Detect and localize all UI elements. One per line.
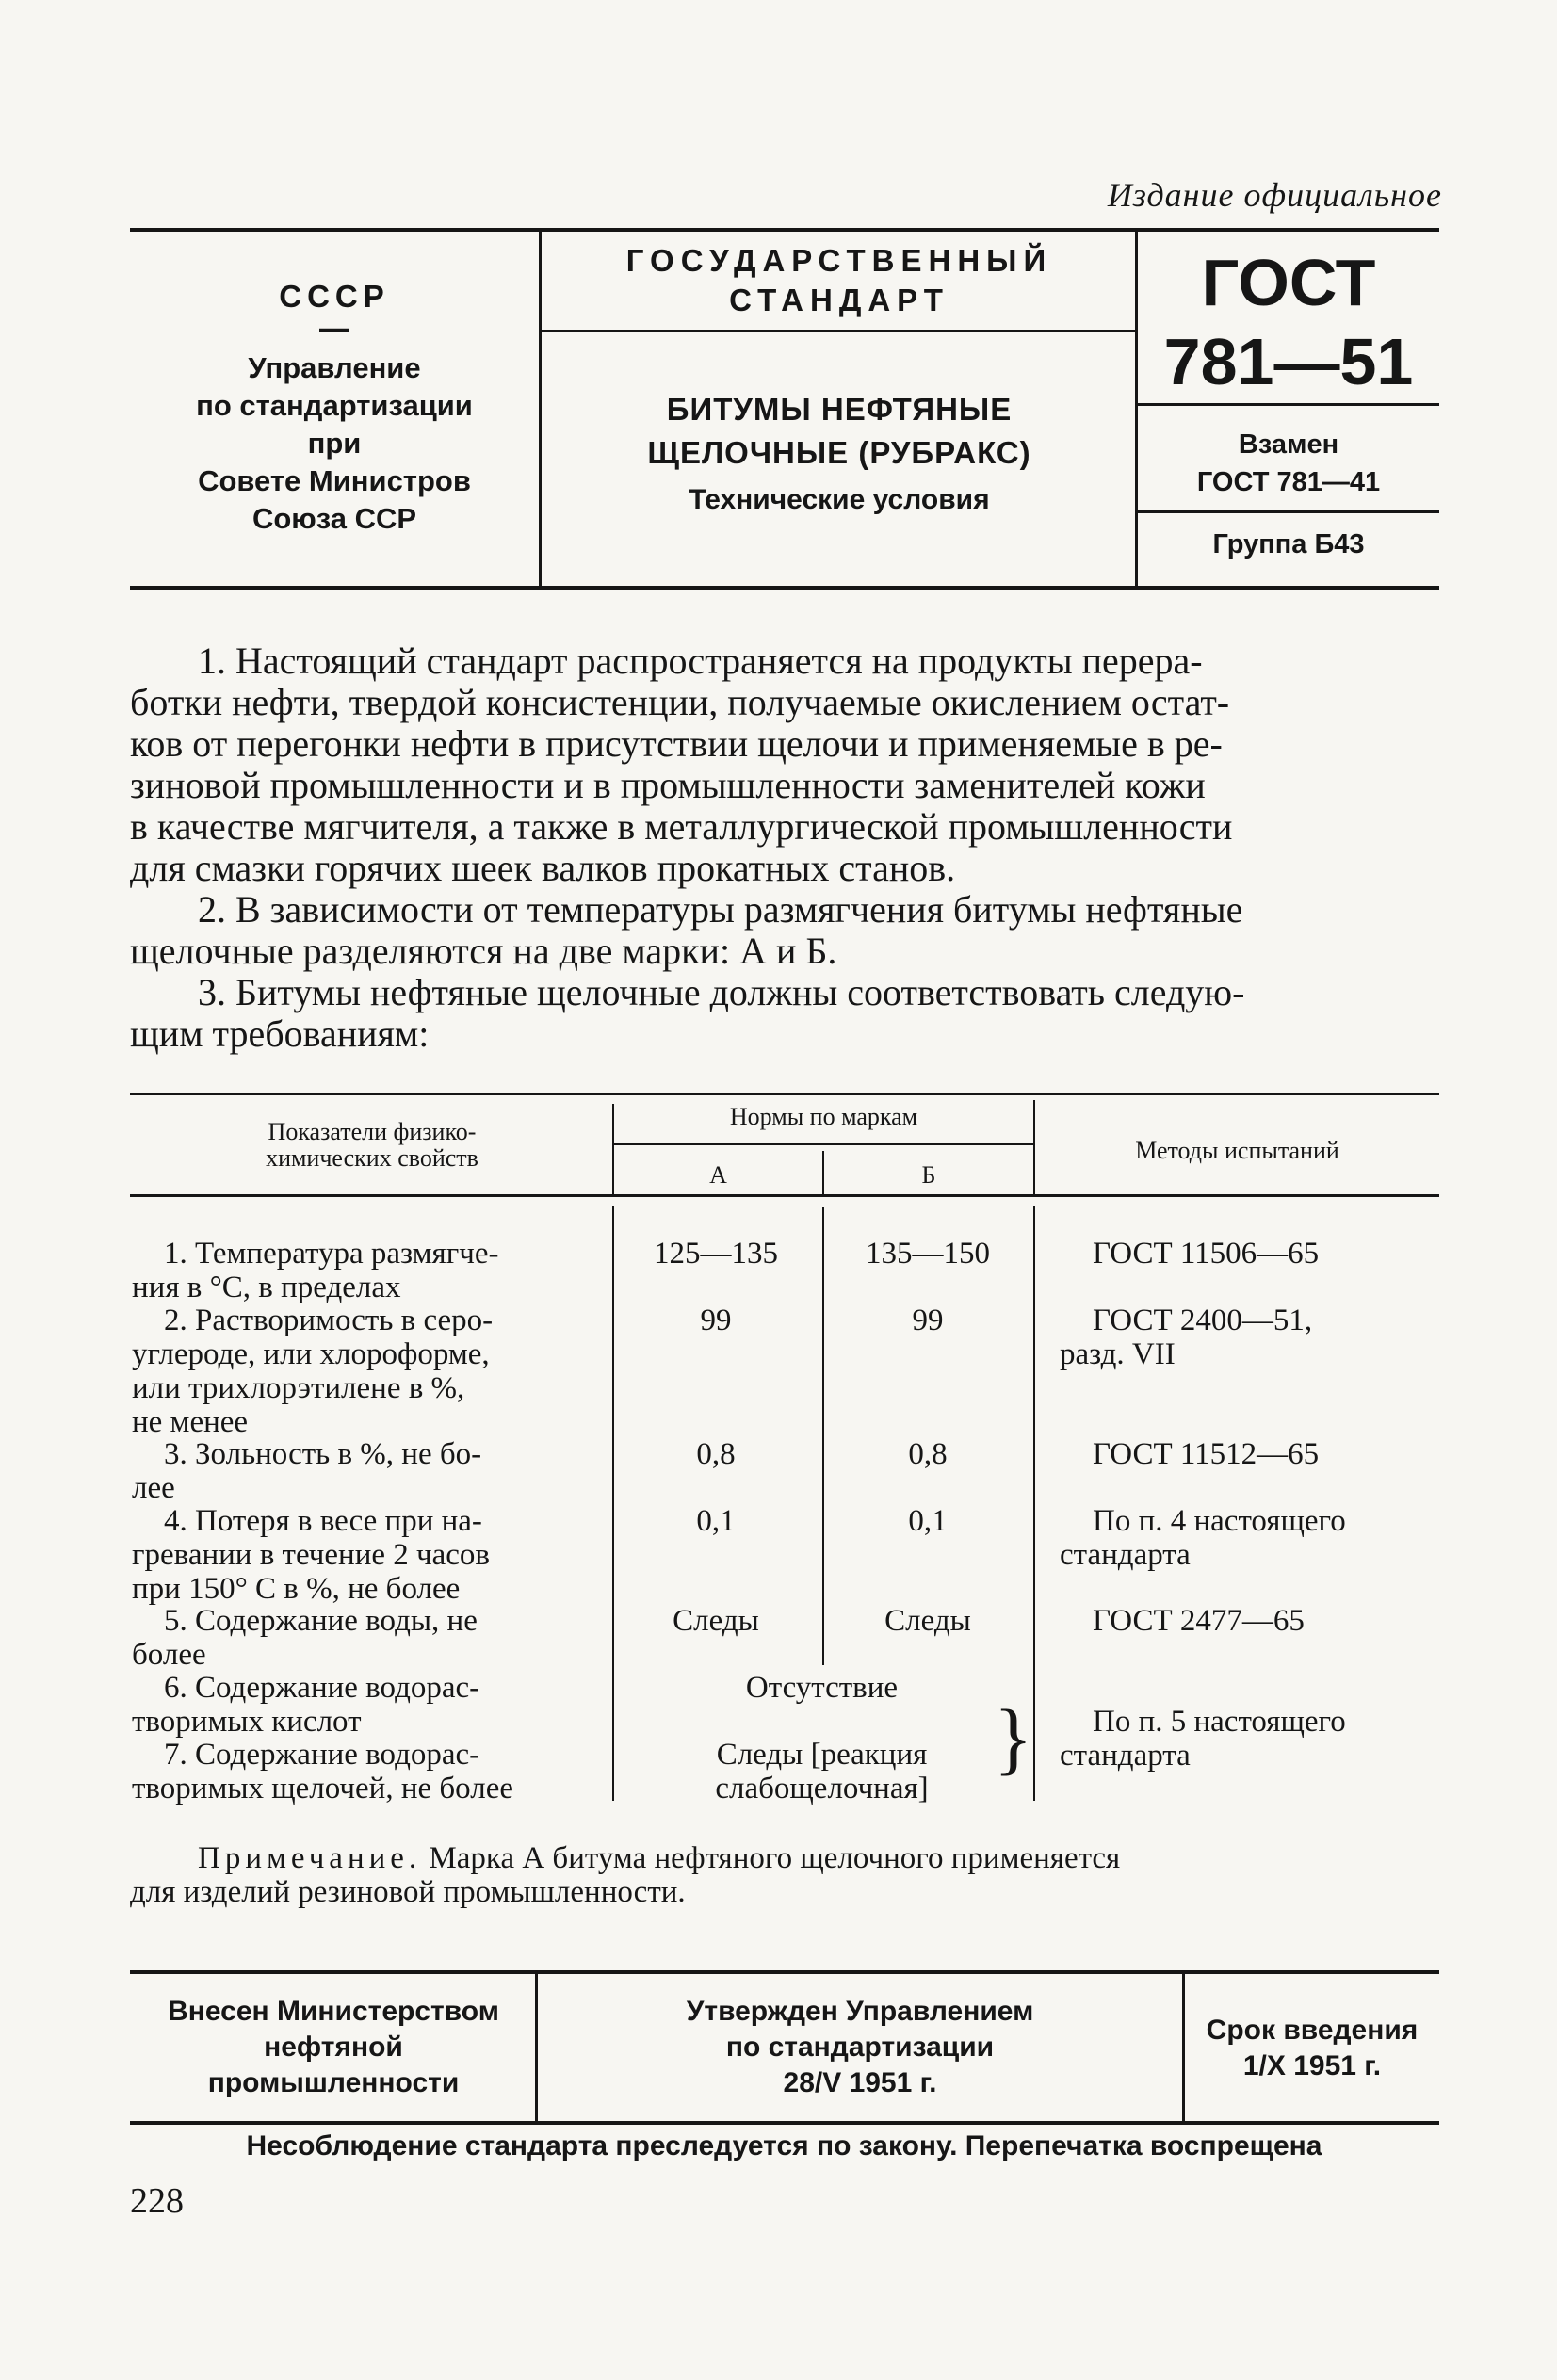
table-header-rule xyxy=(130,1194,1439,1197)
table-row-4-property xyxy=(132,1504,586,1606)
table-row-7-grades-merged xyxy=(650,1738,994,1805)
title-line: ЩЕЛОЧНЫЕ (РУБРАКС) xyxy=(647,435,1031,470)
table-row-4-grade-a: 0,1 xyxy=(696,1504,736,1538)
header-grade-b: Б xyxy=(921,1161,936,1189)
table-row-3-grade-a: 0,8 xyxy=(696,1437,736,1471)
table-top-rule xyxy=(130,1093,1439,1095)
footer-bottom-rule xyxy=(130,2121,1439,2125)
cell-line: 5. Содержание воды, не xyxy=(164,1604,478,1638)
table-row-2-property xyxy=(132,1303,586,1439)
note-line: для изделий резиновой промышленности. xyxy=(130,1875,686,1909)
title-line: БИТУМЫ НЕФТЯНЫЕ xyxy=(666,392,1013,427)
text-line: ботки нефти, твердой консистенции, получаемые окислением остат- xyxy=(130,681,1230,723)
table-rows-6-7-method xyxy=(1060,1705,1455,1773)
cell-line: не менее xyxy=(132,1405,249,1439)
cell-line: ГОСТ 11506—65 xyxy=(1093,1237,1320,1271)
table-row-7-property xyxy=(132,1738,586,1805)
org-line: Союза ССР xyxy=(251,502,417,535)
table-row-1-grade-a: 125—135 xyxy=(654,1237,778,1271)
org-line: Управление xyxy=(248,351,421,384)
table-divider-1-body xyxy=(612,1206,614,1801)
footer-line: Внесен Министерством xyxy=(168,1996,499,2027)
footer-top-rule xyxy=(130,1970,1439,1974)
grouping-brace-icon: } xyxy=(994,1692,1033,1783)
footer-line: 28/V 1951 г. xyxy=(783,2067,937,2098)
table-row-3-grade-b: 0,8 xyxy=(908,1437,948,1471)
table-row-5-method xyxy=(1060,1604,1455,1638)
header-properties xyxy=(132,1119,612,1172)
cell-line: По п. 5 настоящего xyxy=(1093,1705,1346,1739)
gost-number: 781—51 xyxy=(1163,325,1414,398)
table-divider-3-body xyxy=(1033,1206,1035,1801)
text-line: щелочные разделяются на две марки: А и Б. xyxy=(130,930,837,972)
org-line: Совете Министров xyxy=(198,464,471,497)
table-row-6-grades-merged: Отсутствие xyxy=(745,1671,899,1705)
text-line: зиновой промышленности и в промышленности заменителей кожи xyxy=(130,764,1206,806)
header-mid-rule xyxy=(542,330,1135,332)
gost-designation xyxy=(1143,243,1435,401)
page-number: 228 xyxy=(130,2181,184,2221)
table-row-1-method xyxy=(1060,1237,1455,1271)
cell-line: 2. Растворимость в серо- xyxy=(164,1303,494,1337)
paragraph-1 xyxy=(130,640,1439,889)
text-line: для смазки горячих шеек валков прокатных станов. xyxy=(130,847,956,889)
header-norms: Нормы по маркам xyxy=(729,1103,918,1130)
footer-line: Срок введения xyxy=(1206,2015,1419,2046)
issuing-authority xyxy=(132,279,537,538)
cell-line: 7. Содержание водорас- xyxy=(164,1738,480,1772)
text-line: 3. Битумы нефтяные щелочные должны соответствовать следую- xyxy=(198,971,1245,1013)
paragraph-3 xyxy=(130,972,1439,1055)
cell-line: творимых щелочей, не более xyxy=(132,1772,513,1805)
header-divider-right xyxy=(1135,232,1138,586)
table-row-4-method xyxy=(1060,1504,1455,1572)
legal-notice: Несоблюдение стандарта преследуется по закону. Перепечатка воспрещена xyxy=(246,2130,1322,2161)
table-row-6-property xyxy=(132,1671,586,1739)
text-line: в качестве мягчителя, а также в металлургической промышленности xyxy=(130,805,1233,848)
table-row-4-grade-b: 0,1 xyxy=(908,1504,948,1538)
edition-label: Издание официальное xyxy=(1107,176,1442,214)
text-line: щим требованиям: xyxy=(130,1012,430,1055)
norms-subrule xyxy=(614,1143,1033,1145)
standard-title xyxy=(546,388,1132,516)
country-label: СССР xyxy=(279,279,390,314)
cell-line: более xyxy=(132,1638,206,1672)
header-line: химических свойств xyxy=(266,1144,478,1172)
cell-line: гревании в течение 2 часов xyxy=(132,1538,490,1572)
header-methods: Методы испытаний xyxy=(1135,1137,1339,1164)
table-row-2-grade-a: 99 xyxy=(700,1303,732,1337)
cell-line: лее xyxy=(132,1471,175,1505)
table-row-5-grade-a: Следы xyxy=(673,1604,759,1638)
cell-line: 6. Содержание водорас- xyxy=(164,1671,480,1705)
effective-date xyxy=(1185,2013,1439,2084)
table-row-1-property xyxy=(132,1237,586,1304)
text-line: 1. Настоящий стандарт распространяется на продукты перера- xyxy=(198,640,1203,682)
header-divider-left xyxy=(539,232,542,586)
cell-line: слабощелочная] xyxy=(715,1772,929,1805)
header-top-rule xyxy=(130,228,1439,232)
approved-by xyxy=(538,1994,1182,2101)
table-row-2-grade-b: 99 xyxy=(912,1303,944,1337)
header-grade-a: А xyxy=(709,1161,727,1189)
note-label: Примечание. xyxy=(198,1841,422,1875)
cell-line: при 150° С в %, не более xyxy=(132,1572,461,1606)
cell-line: По п. 4 настоящего xyxy=(1093,1504,1346,1538)
replaces-block xyxy=(1143,426,1435,501)
gost-label: ГОСТ xyxy=(1201,246,1376,319)
text-line: ков от перегонки нефти в присутствии щелочи и применяемые в ре- xyxy=(130,722,1223,765)
group-code: Группа Б43 xyxy=(1212,529,1365,559)
cell-line: Следы [реакция xyxy=(716,1738,928,1772)
state-standard-line: СТАНДАРТ xyxy=(729,283,949,317)
text-line: 2. В зависимости от температуры размягчения битумы нефтяные xyxy=(198,888,1243,931)
organization-name xyxy=(132,349,537,538)
header-bottom-rule xyxy=(130,586,1439,590)
cell-line: стандарта xyxy=(1060,1739,1191,1773)
submitted-by xyxy=(132,1994,535,2101)
cell-line: ГОСТ 2400—51, xyxy=(1093,1303,1313,1337)
footer-line: 1/X 1951 г. xyxy=(1242,2050,1382,2081)
table-row-5-grade-b: Следы xyxy=(884,1604,971,1638)
footer-line: нефтяной xyxy=(264,2032,403,2063)
header-right-rule-2 xyxy=(1138,510,1439,513)
cell-line: разд. VII xyxy=(1060,1337,1176,1371)
cell-line: 1. Температура размягче- xyxy=(164,1237,499,1271)
note-text: Марка А битума нефтяного щелочного применяется xyxy=(421,1841,1121,1875)
cell-line: 4. Потеря в весе при на- xyxy=(164,1504,482,1538)
header-line: Показатели физико- xyxy=(268,1118,477,1145)
paragraph-2 xyxy=(130,889,1439,972)
footer-line: Утвержден Управлением xyxy=(686,1996,1034,2027)
table-row-5-property xyxy=(132,1604,586,1672)
table-row-1-grade-b: 135—150 xyxy=(866,1237,990,1271)
replaces-value: ГОСТ 781—41 xyxy=(1196,467,1381,497)
table-row-3-method xyxy=(1060,1437,1455,1471)
table-row-2-method xyxy=(1060,1303,1455,1371)
state-standard-line: ГОСУДАРСТВЕННЫЙ xyxy=(625,243,1053,278)
note-line xyxy=(130,1841,1439,1875)
footer-line: по стандартизации xyxy=(725,2032,995,2063)
header-dash: — xyxy=(319,311,349,345)
table-row-3-property xyxy=(132,1437,586,1505)
table-divider-2-body xyxy=(822,1207,824,1665)
standard-subtitle: Технические условия xyxy=(689,484,990,515)
cell-line: стандарта xyxy=(1060,1538,1191,1572)
org-line: по стандартизации xyxy=(196,389,473,422)
cell-line: ГОСТ 11512—65 xyxy=(1093,1437,1320,1471)
cell-line: ния в °С, в пределах xyxy=(132,1271,401,1304)
replaces-label: Взамен xyxy=(1238,429,1339,460)
state-standard-label xyxy=(546,241,1132,320)
note xyxy=(130,1841,1439,1909)
cell-line: творимых кислот xyxy=(132,1705,362,1739)
footer-line: промышленности xyxy=(207,2067,460,2098)
header-right-rule-1 xyxy=(1138,403,1439,406)
cell-line: ГОСТ 2477—65 xyxy=(1093,1604,1305,1638)
org-line: при xyxy=(307,427,362,460)
cell-line: или трихлорэтилене в %, xyxy=(132,1371,465,1405)
cell-line: 3. Зольность в %, не бо- xyxy=(164,1437,482,1471)
cell-line: углероде, или хлороформе, xyxy=(132,1337,490,1371)
